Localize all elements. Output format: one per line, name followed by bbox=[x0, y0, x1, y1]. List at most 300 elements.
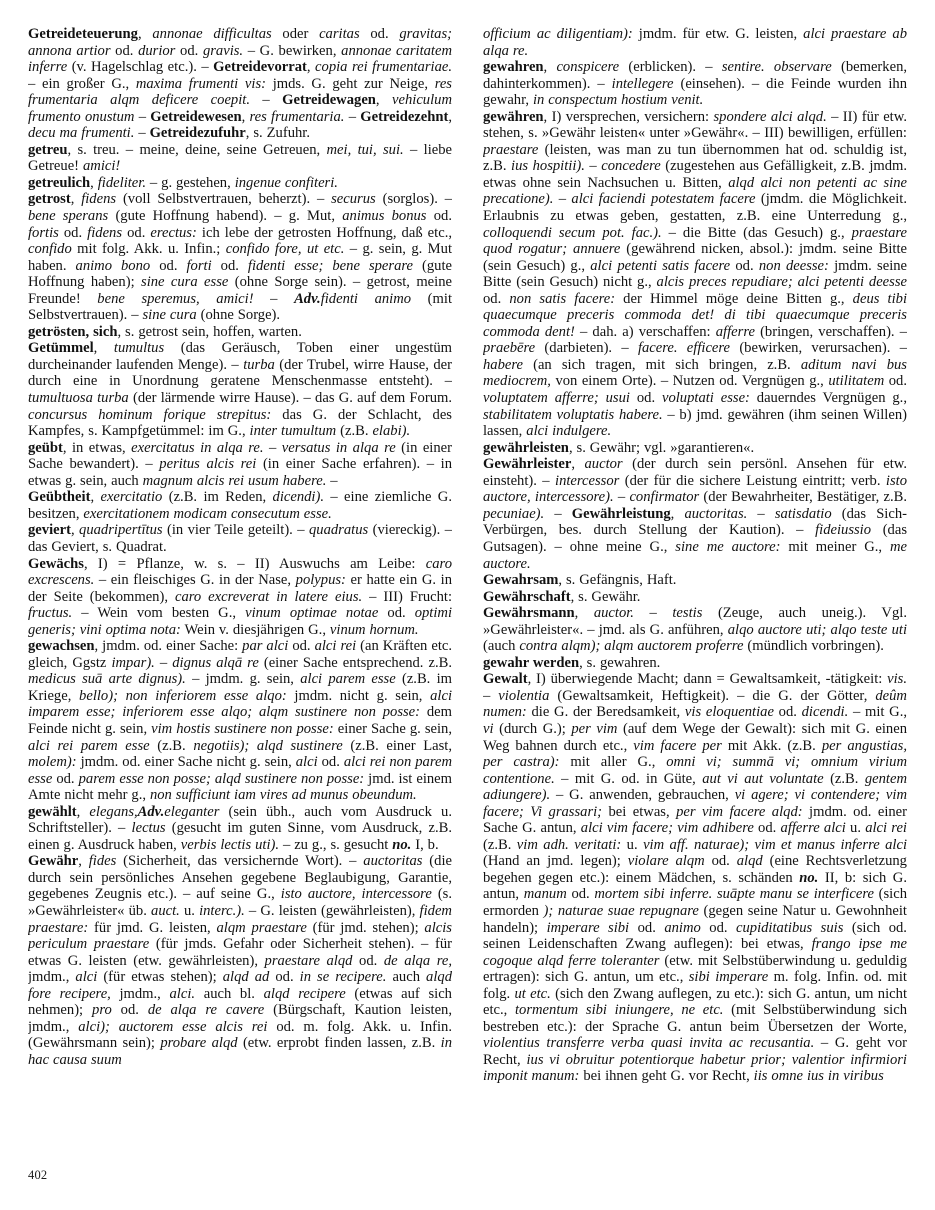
latin-text: ius vi obruitur potentiorque habetur prior; valentior infirmiori imponit manum: bbox=[483, 1051, 907, 1085]
latin-text: caro excrescens. bbox=[28, 555, 452, 589]
gloss-text: mit aller G., bbox=[559, 754, 667, 771]
gloss-text: I, b. bbox=[411, 836, 439, 853]
gloss-text: – jmdm. g. sein, bbox=[185, 671, 301, 688]
gloss-text: (in vier Teile geteilt). – bbox=[166, 522, 309, 539]
gloss-text: (etwas auf sich nehmen); bbox=[28, 985, 452, 1019]
headword-text: getrost bbox=[28, 191, 71, 208]
gloss-text: , s. Gefängnis, Haft. bbox=[558, 572, 677, 589]
page-number: 402 bbox=[28, 1168, 48, 1182]
latin-text: no. bbox=[392, 836, 412, 853]
dictionary-entry bbox=[28, 324, 452, 341]
latin-text: bene sperans bbox=[28, 208, 116, 225]
latin-text: mortem sibi inferre. suāpte manu se interficere bbox=[594, 886, 879, 903]
latin-text: Adv. bbox=[294, 290, 321, 307]
latin-text: dignus alqā re bbox=[172, 654, 264, 671]
latin-text: alci rei bbox=[314, 638, 361, 655]
gloss-text: (in einer Sache bewandert). – bbox=[28, 439, 452, 473]
gloss-text: , jmdm. od. einer Sache: bbox=[94, 638, 243, 655]
latin-text: satisdatio bbox=[774, 505, 842, 522]
latin-text: testis bbox=[672, 605, 718, 622]
latin-text: alqd fore recipere, bbox=[28, 969, 452, 1002]
gloss-text: od. bbox=[115, 42, 139, 59]
latin-text: pro bbox=[92, 1002, 121, 1019]
gloss-text: od. bbox=[636, 390, 662, 407]
dictionary-entry bbox=[28, 26, 452, 142]
latin-text: alci bbox=[295, 754, 322, 771]
gloss-text: od. bbox=[637, 919, 665, 936]
latin-text: vehiculum frumento onustum bbox=[28, 92, 452, 125]
headword-text: getreu bbox=[28, 141, 68, 158]
headword-text: Gewähr bbox=[28, 853, 79, 870]
gloss-text: die G. der Beredsamkeit, bbox=[526, 704, 685, 721]
gloss-text: – II) für etw. stehen, s. »Gewähr leisten« unter »Gewähr«. – III) bewilligen, erfüllen: bbox=[483, 108, 907, 142]
gloss-text: (der durch sein persönl. Ansehen für etw. einsteht). – bbox=[483, 456, 907, 489]
latin-text: no. bbox=[799, 869, 819, 886]
headword-text: gewachsen bbox=[28, 638, 95, 655]
gloss-text: (ohne Sorge sein). – getrost, meine Freunde! bbox=[28, 274, 452, 307]
latin-text: fidenti esse; bene sperare bbox=[247, 257, 423, 274]
gloss-text: m. folg. Infin. od. mit folg. bbox=[483, 969, 907, 1002]
gloss-text: od. bbox=[571, 886, 595, 903]
gloss-text: – bbox=[544, 505, 572, 522]
gloss-text: , bbox=[543, 59, 557, 76]
gloss-text: (Bürgschaft, Kaution leisten, jmdm., bbox=[28, 1002, 452, 1035]
latin-text: de alqa re cavere bbox=[147, 1002, 274, 1019]
latin-text: ); naturae suae repugnare bbox=[543, 902, 704, 919]
headword-text: Getümmel bbox=[28, 340, 94, 357]
gloss-text: (mündlich vorbringen). bbox=[747, 638, 884, 655]
latin-text: gravitas; annona artior bbox=[28, 26, 452, 59]
latin-text: peritus alcis rei bbox=[159, 456, 263, 473]
latin-text: polypus: bbox=[295, 572, 346, 589]
dictionary-entry bbox=[28, 440, 452, 490]
gloss-text: (bringen, verschaffen). – bbox=[760, 323, 907, 340]
gloss-text: (leisten, was man zu tun übernommen hat od. schuldig ist, z.B. bbox=[483, 141, 907, 175]
dictionary-entry bbox=[28, 142, 452, 175]
latin-text: alcis preces repudiare; alci petenti deesse bbox=[656, 274, 907, 291]
latin-text: alqo auctore uti; alqo teste uti bbox=[727, 621, 907, 638]
gloss-text: jmds. G. geht zur Neige, bbox=[266, 75, 435, 92]
dictionary-entry bbox=[483, 109, 907, 440]
latin-text: eleganter bbox=[164, 803, 229, 820]
headword-text: Getreideteuerung bbox=[28, 26, 138, 42]
latin-text: me auctore. bbox=[483, 538, 907, 572]
gloss-text: – bbox=[134, 125, 150, 142]
gloss-text: (bewirken, verursachen). – bbox=[739, 340, 907, 357]
latin-text: bello); non inferiorem esse alqo: bbox=[79, 687, 287, 704]
latin-text: animo bbox=[664, 919, 710, 936]
gloss-text: (viereckig). – das Geviert, s. Quadrat. bbox=[28, 522, 452, 555]
latin-text: alci rei non parem esse bbox=[28, 754, 452, 787]
gloss-text: od. bbox=[359, 952, 384, 969]
latin-text: gentem adiungere). bbox=[483, 770, 907, 804]
gloss-text: (etw. erprobt finden lassen, z.B. bbox=[242, 1035, 441, 1052]
gloss-text: (gegen seine Natur u. Gewohnheit handeln); bbox=[483, 902, 907, 936]
latin-text: bene speremus, amici! bbox=[97, 290, 254, 307]
gloss-text: mit meiner G., bbox=[780, 538, 890, 555]
latin-text: alci imparem esse; inferiorem esse alqo; alqm sustinere non posse: bbox=[28, 687, 452, 721]
gloss-text: (das Sich-Verbürgen, bes. durch Stellung der Kaution). – bbox=[483, 505, 907, 539]
gloss-text: , bbox=[571, 456, 585, 473]
latin-text: in hac causa suum bbox=[28, 1035, 452, 1068]
latin-text: habere bbox=[483, 356, 534, 373]
latin-text: alci. bbox=[169, 985, 196, 1002]
gloss-text: od. bbox=[758, 820, 781, 837]
headword-text: getreulich bbox=[28, 174, 91, 191]
latin-text: securus bbox=[331, 191, 383, 208]
gloss-text: , bbox=[448, 108, 452, 125]
headword-text: Gewährleistung bbox=[571, 505, 671, 522]
latin-text: alqd ad bbox=[222, 969, 276, 986]
latin-text: per angustias, per castra): bbox=[483, 737, 907, 771]
gloss-text: (gute Hoffnung haben); bbox=[28, 257, 452, 291]
gloss-text: u. bbox=[179, 902, 200, 919]
latin-text: contra alqm); alqm auctorem proferre bbox=[519, 638, 748, 655]
latin-text: vi agere; vi contendere; vim facere; Vi grassari; bbox=[483, 787, 907, 820]
gloss-text: (Gewaltsamkeit, Heftigkeit). – die G. der Götter, bbox=[557, 687, 876, 704]
gloss-text: , I) versprechen, versichern: bbox=[543, 108, 714, 125]
latin-text: res frumentaria alqm deficere coepit. bbox=[28, 75, 452, 109]
gloss-text: , bbox=[70, 191, 82, 208]
gloss-text: u. bbox=[850, 820, 866, 837]
gloss-text: (z.B. im Kriege, bbox=[28, 671, 452, 704]
gloss-text: – ein fleischiges G. in der Nase, bbox=[94, 572, 296, 589]
gloss-text: (etw. mit Selbstüberwindung u. geduldig ertragen): sich G. antun, um etc., bbox=[483, 952, 907, 986]
gloss-text: auch bl. bbox=[195, 985, 264, 1002]
headword-text: gewahr werden bbox=[483, 654, 580, 671]
dictionary-entry bbox=[483, 572, 907, 589]
gloss-text: – bbox=[483, 687, 499, 704]
headword-text: gewährleisten bbox=[483, 439, 569, 456]
gloss-text: , bbox=[78, 853, 89, 870]
latin-text: aut vi aut voluntate bbox=[702, 770, 831, 787]
latin-text: vim aff. naturae); vim et manus inferre alci bbox=[643, 836, 907, 853]
latin-text: voluptati esse: bbox=[661, 390, 750, 407]
gloss-text: – bbox=[613, 489, 630, 506]
latin-text: negotiis); alqd sustinere bbox=[193, 737, 351, 754]
headword-text: Getreidezufuhr bbox=[149, 125, 246, 142]
latin-text: violare alqm bbox=[627, 853, 712, 870]
gloss-text: , bbox=[90, 174, 98, 191]
gloss-text: jmdm., bbox=[119, 985, 170, 1002]
latin-text: animo bono bbox=[75, 257, 160, 274]
gloss-text: , in etwas, bbox=[62, 439, 132, 456]
gloss-text: od. bbox=[483, 290, 510, 307]
gloss-text: (sich den Zwang auflegen, zu etc.): sich G. antun, um nicht etc., bbox=[483, 985, 907, 1019]
latin-text: annonae difficultas bbox=[152, 26, 283, 42]
headword-text: Gewährleister bbox=[483, 456, 572, 473]
latin-text: violentius transferre verba quasi invita ac recusantia. bbox=[483, 1035, 815, 1052]
gloss-text: od. bbox=[120, 1002, 148, 1019]
latin-text: quadratus bbox=[308, 522, 373, 539]
gloss-text: ich lebe der getrosten Hoffnung, daß etc., bbox=[196, 224, 452, 241]
latin-text: vis. bbox=[887, 671, 907, 688]
gloss-text: (sich ermorden bbox=[483, 886, 907, 919]
gloss-text: jmdm., bbox=[28, 969, 76, 986]
gloss-text: , s. Gewähr; vgl. »garantieren«. bbox=[568, 439, 755, 456]
gloss-text: – zu g., s. gesucht bbox=[279, 836, 393, 853]
gloss-text: , bbox=[93, 340, 114, 357]
dictionary-entry bbox=[483, 605, 907, 655]
gloss-text: für jmd. G. leisten, bbox=[88, 919, 217, 936]
gloss-text: (mit Selbstüberwindung sich bestreben etc.): der Sprache G. antun beim Übersetzen der Worte, bbox=[483, 1002, 907, 1035]
headword-text: Gewalt bbox=[483, 671, 528, 688]
latin-text: ius hospitii). bbox=[511, 158, 585, 175]
left-column bbox=[28, 26, 452, 1151]
gloss-text: – eine ziemliche G. besitzen, bbox=[28, 489, 452, 522]
latin-text: copia rei frumentariae. bbox=[315, 59, 452, 76]
gloss-text: (einer Sache entsprechend. z.B. bbox=[263, 654, 452, 671]
gloss-text: od. bbox=[387, 605, 415, 622]
gloss-text: – g. gestehen, bbox=[145, 174, 235, 191]
gloss-text: einer Sache g. sein, bbox=[333, 720, 452, 737]
gloss-text: jmdm. für etw. G. leisten, bbox=[632, 26, 804, 42]
headword-text: Gewährschaft bbox=[483, 588, 571, 605]
gloss-text: od. bbox=[433, 208, 452, 225]
gloss-text: od. bbox=[127, 224, 151, 241]
latin-text: intellegere bbox=[611, 75, 681, 92]
headword-text: Gewahrsam bbox=[483, 572, 559, 589]
dictionary-entry bbox=[28, 556, 452, 639]
latin-text: inter tumultum bbox=[249, 423, 341, 440]
dictionary-entry bbox=[28, 638, 452, 803]
latin-text: mei, tui, sui. bbox=[326, 141, 404, 158]
latin-text: fidens bbox=[81, 191, 123, 208]
latin-text: annonae caritatem inferre bbox=[28, 42, 452, 76]
latin-text: lectus bbox=[131, 820, 172, 837]
latin-text: non sufficiunt iam vires ad munus obeundum. bbox=[149, 787, 417, 804]
latin-text: exercitationem modicam consecutum esse. bbox=[83, 505, 332, 522]
latin-text: imperare sibi bbox=[546, 919, 638, 936]
latin-text: ingenue confiteri. bbox=[234, 174, 338, 191]
headword-text: gewähren bbox=[483, 108, 544, 125]
headword-text: gewählt bbox=[28, 803, 77, 820]
latin-text: non deesse: bbox=[758, 257, 829, 274]
latin-text: omni vi; summā vi; omnium virium contentione. bbox=[483, 754, 907, 787]
latin-text: erectus: bbox=[150, 224, 197, 241]
headword-text: getrösten, sich bbox=[28, 323, 118, 340]
gloss-text: od. bbox=[275, 969, 300, 986]
gloss-text: od. bbox=[778, 704, 802, 721]
gloss-text: (eine Rechtsverletzung begehen gegen etc.): einem Mädchen, s. schänden bbox=[483, 853, 907, 886]
latin-text: vinum hornum. bbox=[329, 621, 419, 638]
latin-text: per vim bbox=[571, 720, 623, 737]
two-column-body bbox=[28, 26, 907, 1151]
latin-text: exercitatio bbox=[100, 489, 169, 506]
gloss-text: – die Bitte (das Gesuch) g., bbox=[661, 224, 852, 241]
gloss-text: (das Gutsagen). – ohne meine G., bbox=[483, 522, 907, 555]
gloss-text: – bbox=[253, 290, 295, 307]
latin-text: spondere alci alqd. bbox=[713, 108, 827, 125]
gloss-text: – bbox=[249, 92, 283, 109]
gloss-text: – ein großer G., bbox=[28, 75, 136, 92]
gloss-text: (z.B. bbox=[340, 423, 373, 440]
latin-text: violentia bbox=[498, 687, 558, 704]
gloss-text: – mit G. od. in Güte, bbox=[554, 770, 703, 787]
gloss-text: (darbieten). – bbox=[544, 340, 638, 357]
gloss-text: od. bbox=[56, 770, 79, 787]
gloss-text: , s. Gewähr. bbox=[570, 588, 641, 605]
gloss-text: , bbox=[670, 505, 685, 522]
gloss-text: – bbox=[138, 108, 151, 125]
gloss-text: (durch G.); bbox=[499, 720, 572, 737]
latin-text: isto auctore, intercessore bbox=[280, 886, 438, 903]
gloss-text: (gewährend nicken, absol.): jmdm. seine Bitte (sein Gesuch) g., bbox=[483, 241, 907, 274]
latin-text: alci indulgere. bbox=[526, 423, 612, 440]
latin-text: vim facere per bbox=[633, 737, 728, 754]
gloss-text: (sich od. seinen Leidenschaften Zwang auflegen): bei etwas, bbox=[483, 919, 907, 953]
gloss-text: , I) überwiegende Macht; dann = Gewaltsamkeit, -tätigkeit: bbox=[527, 671, 888, 688]
gloss-text: dem Feinde nicht g. sein, bbox=[28, 704, 452, 737]
latin-text: fideliter. bbox=[97, 174, 146, 191]
latin-text: voluptatem afferre; usui bbox=[483, 390, 637, 407]
latin-text: auctoritas bbox=[363, 853, 430, 870]
gloss-text: Wein v. diesjährigen G., bbox=[180, 621, 330, 638]
latin-text: alci vim facere; vim adhibere bbox=[580, 820, 759, 837]
gloss-text: (voll Selbstvertrauen, beherzt). – bbox=[122, 191, 332, 208]
latin-text: elabi). bbox=[372, 423, 411, 440]
gloss-text: dauerndes Vergnügen g., bbox=[749, 390, 907, 407]
gloss-text: (das Geräusch, Toben einer ungestüm durcheinander laufenden Menge). – bbox=[28, 340, 452, 373]
latin-text: ut etc. bbox=[514, 985, 551, 1002]
latin-text: par alci bbox=[242, 638, 293, 655]
latin-text: praebēre bbox=[483, 340, 545, 357]
gloss-text: – g. sein, g. Mut haben. bbox=[28, 241, 452, 274]
latin-text: colloquendi secum pot. fac.). bbox=[483, 224, 662, 241]
latin-text: in se recipere. bbox=[299, 969, 387, 986]
headword-text: gewahren bbox=[483, 59, 544, 76]
latin-text: alci); auctorem esse alcis rei bbox=[78, 1018, 277, 1035]
gloss-text: , bbox=[76, 803, 90, 820]
latin-text: sine cura bbox=[142, 307, 201, 324]
gloss-text: (Sicherheit, das versichernde Wort). – bbox=[123, 853, 364, 870]
latin-text: sine me auctore: bbox=[675, 538, 781, 555]
gloss-text: (gute Hoffnung habend). – g. Mut, bbox=[115, 208, 343, 225]
dictionary-entry bbox=[483, 589, 907, 606]
latin-text: probare alqd bbox=[160, 1035, 243, 1052]
gloss-text: – bbox=[747, 505, 775, 522]
latin-text: impar). bbox=[111, 654, 155, 671]
latin-text: pecuniae). bbox=[483, 505, 545, 522]
dictionary-entry bbox=[28, 191, 452, 323]
gloss-text: od. bbox=[709, 919, 736, 936]
latin-text: afferre bbox=[715, 323, 761, 340]
dictionary-entry bbox=[28, 522, 452, 555]
gloss-text: (Zeuge, auch uneig.). Vgl. »Gewährleister«. – jmd. als G. anführen, bbox=[483, 605, 907, 638]
latin-text: tumultuosa turba bbox=[28, 390, 133, 407]
latin-text: alci praestare ab alqa re. bbox=[483, 26, 907, 59]
gloss-text: – liebe Getreue! bbox=[28, 141, 452, 175]
gloss-text: – Wein vom besten G., bbox=[72, 605, 246, 622]
latin-text: alci rei parem esse bbox=[28, 737, 158, 754]
gloss-text: od. bbox=[888, 373, 907, 390]
gloss-text: – bbox=[633, 605, 673, 622]
gloss-text: er hatte ein G. in der Seite (bekommen), bbox=[28, 572, 452, 605]
latin-text: per vim facere alqd: bbox=[676, 803, 803, 820]
latin-text: gravis. bbox=[202, 42, 244, 59]
latin-text: maxima frumenti vis: bbox=[135, 75, 266, 92]
latin-text: dicendi. bbox=[801, 704, 849, 721]
latin-text: alci faciendi potestatem facere bbox=[571, 191, 761, 208]
gloss-text: (für jmd. stehen); bbox=[312, 919, 425, 936]
gloss-text: , s. Zufuhr. bbox=[245, 125, 310, 142]
latin-text: alci rei bbox=[865, 820, 907, 837]
gloss-text: – dah. a) verschaffen: bbox=[574, 323, 716, 340]
headword-text: Getreidewagen bbox=[282, 92, 376, 109]
latin-text: fidens bbox=[87, 224, 128, 241]
latin-text: optimi generis; vini optima nota: bbox=[28, 605, 452, 638]
gloss-text: (z.B. im Reden, bbox=[168, 489, 273, 506]
latin-text: alqd alci non petenti ac sine precatione). bbox=[483, 174, 907, 208]
dictionary-entry bbox=[483, 59, 907, 109]
dictionary-entry bbox=[483, 456, 907, 572]
gloss-text: – bbox=[326, 472, 338, 489]
latin-text: parem esse non posse; alqd sustinere non posse: bbox=[78, 770, 365, 787]
gloss-text: jmd. ist einem Amte nicht mehr g., bbox=[28, 770, 452, 804]
latin-text: fidem praestare: bbox=[28, 902, 452, 936]
latin-text: vim adh. veritati: bbox=[516, 836, 622, 853]
latin-text: confido fore, ut etc. bbox=[225, 241, 345, 258]
gloss-text: (der für die sichere Leistung eintritt; verb. bbox=[624, 472, 886, 489]
gloss-text: auch bbox=[386, 969, 427, 986]
headword-text: Gewächs bbox=[28, 555, 84, 572]
latin-text: alci parem esse bbox=[300, 671, 402, 688]
latin-text: stabilitatem voluptatis habere. bbox=[483, 406, 663, 423]
latin-text: alqm praestare bbox=[216, 919, 313, 936]
dictionary-entry bbox=[28, 340, 452, 439]
latin-text: facere. efficere bbox=[637, 340, 740, 357]
gloss-text: – G. bewirken, bbox=[243, 42, 342, 59]
latin-text: vim hostis sustinere non posse: bbox=[151, 720, 334, 737]
dictionary-entry bbox=[483, 655, 907, 672]
dictionary-entry bbox=[28, 853, 452, 1068]
gloss-text: – bbox=[263, 439, 282, 456]
latin-text: deus tibi quaecumque preceris commoda det! di tibi quaecumque preceris commoda dent! bbox=[483, 290, 907, 340]
latin-text: manum bbox=[523, 886, 572, 903]
gloss-text: (auch bbox=[483, 638, 520, 655]
gloss-text: (v. Hagelschlag etc.). – bbox=[71, 59, 214, 76]
gloss-text: od. bbox=[220, 257, 248, 274]
gloss-text: – bbox=[553, 191, 572, 208]
latin-text: fidenti animo bbox=[320, 290, 428, 307]
gloss-text: u. bbox=[621, 836, 644, 853]
dictionary-entry bbox=[483, 671, 907, 1085]
gloss-text: (an sich tragen, mit sich bringen, z.B. bbox=[533, 356, 801, 373]
gloss-text: – bbox=[584, 158, 602, 175]
latin-text: praestare bbox=[483, 141, 545, 158]
gloss-text: od. bbox=[321, 754, 344, 771]
dictionary-entry bbox=[28, 489, 452, 522]
headword-text: geviert bbox=[28, 522, 71, 539]
gloss-text: od. bbox=[159, 257, 187, 274]
latin-text: quadripertītus bbox=[79, 522, 167, 539]
gloss-text: (z.B. bbox=[483, 836, 517, 853]
latin-text: decu ma frumenti. bbox=[28, 125, 135, 142]
latin-text: fideiussio bbox=[815, 522, 883, 539]
gloss-text: von einem Orte). – Nutzen od. Vergnügen g., bbox=[555, 373, 829, 390]
latin-text: conspicere bbox=[556, 59, 629, 76]
latin-text: animus bonus bbox=[342, 208, 434, 225]
right-column bbox=[483, 26, 907, 1151]
latin-text: alqd recipere bbox=[263, 985, 355, 1002]
headword-text: Gewährsmann bbox=[483, 605, 575, 622]
gloss-text: od. bbox=[711, 853, 737, 870]
gloss-text: (die durch sein persönliches Ansehen gegebene Beglaubigung, Garantie, gegebenes Zeugnis etc.). – auf seine G., bbox=[28, 853, 452, 903]
gloss-text: – G. leisten (gewährleisten), bbox=[244, 902, 420, 919]
latin-text: durior bbox=[138, 42, 181, 59]
gloss-text: od. bbox=[735, 257, 759, 274]
latin-text: forti bbox=[186, 257, 221, 274]
